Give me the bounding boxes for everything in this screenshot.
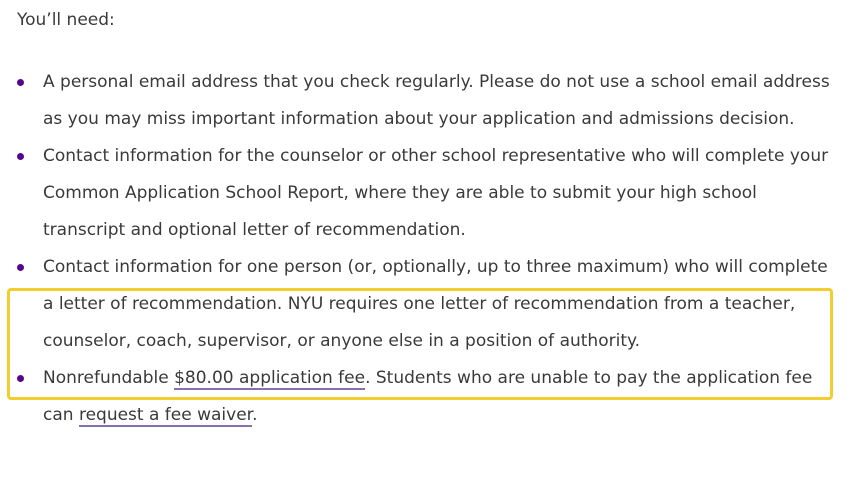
list-item-text: Contact information for the counselor or other school representative who will complete your Common Application School Report, where they are able to submit your high school transcript and optional letter of recommendation. — [43, 146, 829, 240]
list-item-text: A personal email address that you check regularly. Please do not use a school email address as you may miss important information about your application and admissions decision. — [43, 72, 830, 129]
bullet-icon — [17, 264, 24, 271]
fee-text-mid: . Students who are unable to pay the application fee can — [43, 368, 813, 425]
requirements-list — [0, 64, 855, 434]
list-item-text: Contact information for one person (or, optionally, up to three maximum) who will complete a letter of recommendation. NYU requires one letter of recommendation from a teacher, counselor, coach, supervisor, or anyone else in a position of authority. — [43, 257, 828, 351]
fee-waiver-link[interactable]: request a fee waiver — [78, 405, 253, 425]
bullet-icon — [17, 153, 24, 160]
list-item-application-fee — [0, 360, 833, 434]
fee-text-pre: Nonrefundable — [43, 368, 175, 388]
fee-text-post: . — [252, 405, 258, 425]
application-fee-link[interactable]: $80.00 application fee — [174, 368, 366, 388]
list-item-counselor-contact — [0, 138, 833, 249]
list-item-recommender-contact — [0, 249, 833, 360]
section-intro: You’ll need: — [17, 10, 115, 30]
bullet-icon — [17, 375, 24, 382]
bullet-icon — [17, 79, 24, 86]
list-item-personal-email — [0, 64, 833, 138]
